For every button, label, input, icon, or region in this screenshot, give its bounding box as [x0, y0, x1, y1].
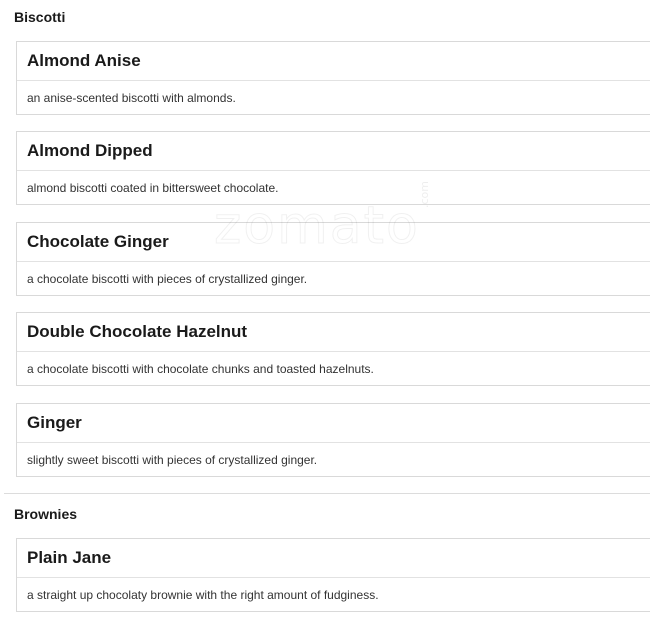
menu-item-name: Almond Anise: [27, 51, 141, 70]
menu-item-name: Double Chocolate Hazelnut: [27, 322, 248, 341]
menu-item-almond-dipped: [16, 131, 650, 205]
menu-item-name: Almond Dipped: [27, 141, 153, 160]
menu-item-body: [17, 81, 650, 114]
menu-item-chocolate-ginger: [16, 222, 650, 296]
section-title-brownies: Brownies: [14, 506, 78, 522]
menu-item-plain-jane: [16, 538, 650, 612]
menu-item-body: [17, 578, 650, 611]
menu-item-header: [17, 404, 650, 443]
menu-item-header: [17, 42, 650, 81]
menu-item-description: a straight up chocolaty brownie with the right amount of fudginess.: [27, 587, 379, 602]
section-divider: [4, 493, 650, 494]
menu-item-body: [17, 443, 650, 476]
menu-item-name: Chocolate Ginger: [27, 232, 169, 251]
menu-item-header: [17, 539, 650, 578]
menu-item-ginger: [16, 403, 650, 477]
menu-item-description: a chocolate biscotti with pieces of crystallized ginger.: [27, 271, 308, 286]
menu-item-almond-anise: [16, 41, 650, 115]
menu-item-body: [17, 352, 650, 385]
menu-item-description: an anise-scented biscotti with almonds.: [27, 90, 236, 105]
menu-item-description: almond biscotti coated in bittersweet chocolate.: [27, 180, 279, 195]
menu-item-body: [17, 262, 650, 295]
menu-item-description: a chocolate biscotti with chocolate chunks and toasted hazelnuts.: [27, 361, 374, 376]
menu-item-header: [17, 132, 650, 171]
menu-item-double-chocolate-hazelnut: [16, 312, 650, 386]
menu-item-name: Plain Jane: [27, 548, 112, 567]
menu-item-name: Ginger: [27, 413, 82, 432]
menu-item-body: [17, 171, 650, 204]
menu-item-header: [17, 223, 650, 262]
section-title-biscotti: Biscotti: [14, 9, 66, 25]
menu-item-description: slightly sweet biscotti with pieces of crystallized ginger.: [27, 452, 318, 467]
menu-item-header: [17, 313, 650, 352]
